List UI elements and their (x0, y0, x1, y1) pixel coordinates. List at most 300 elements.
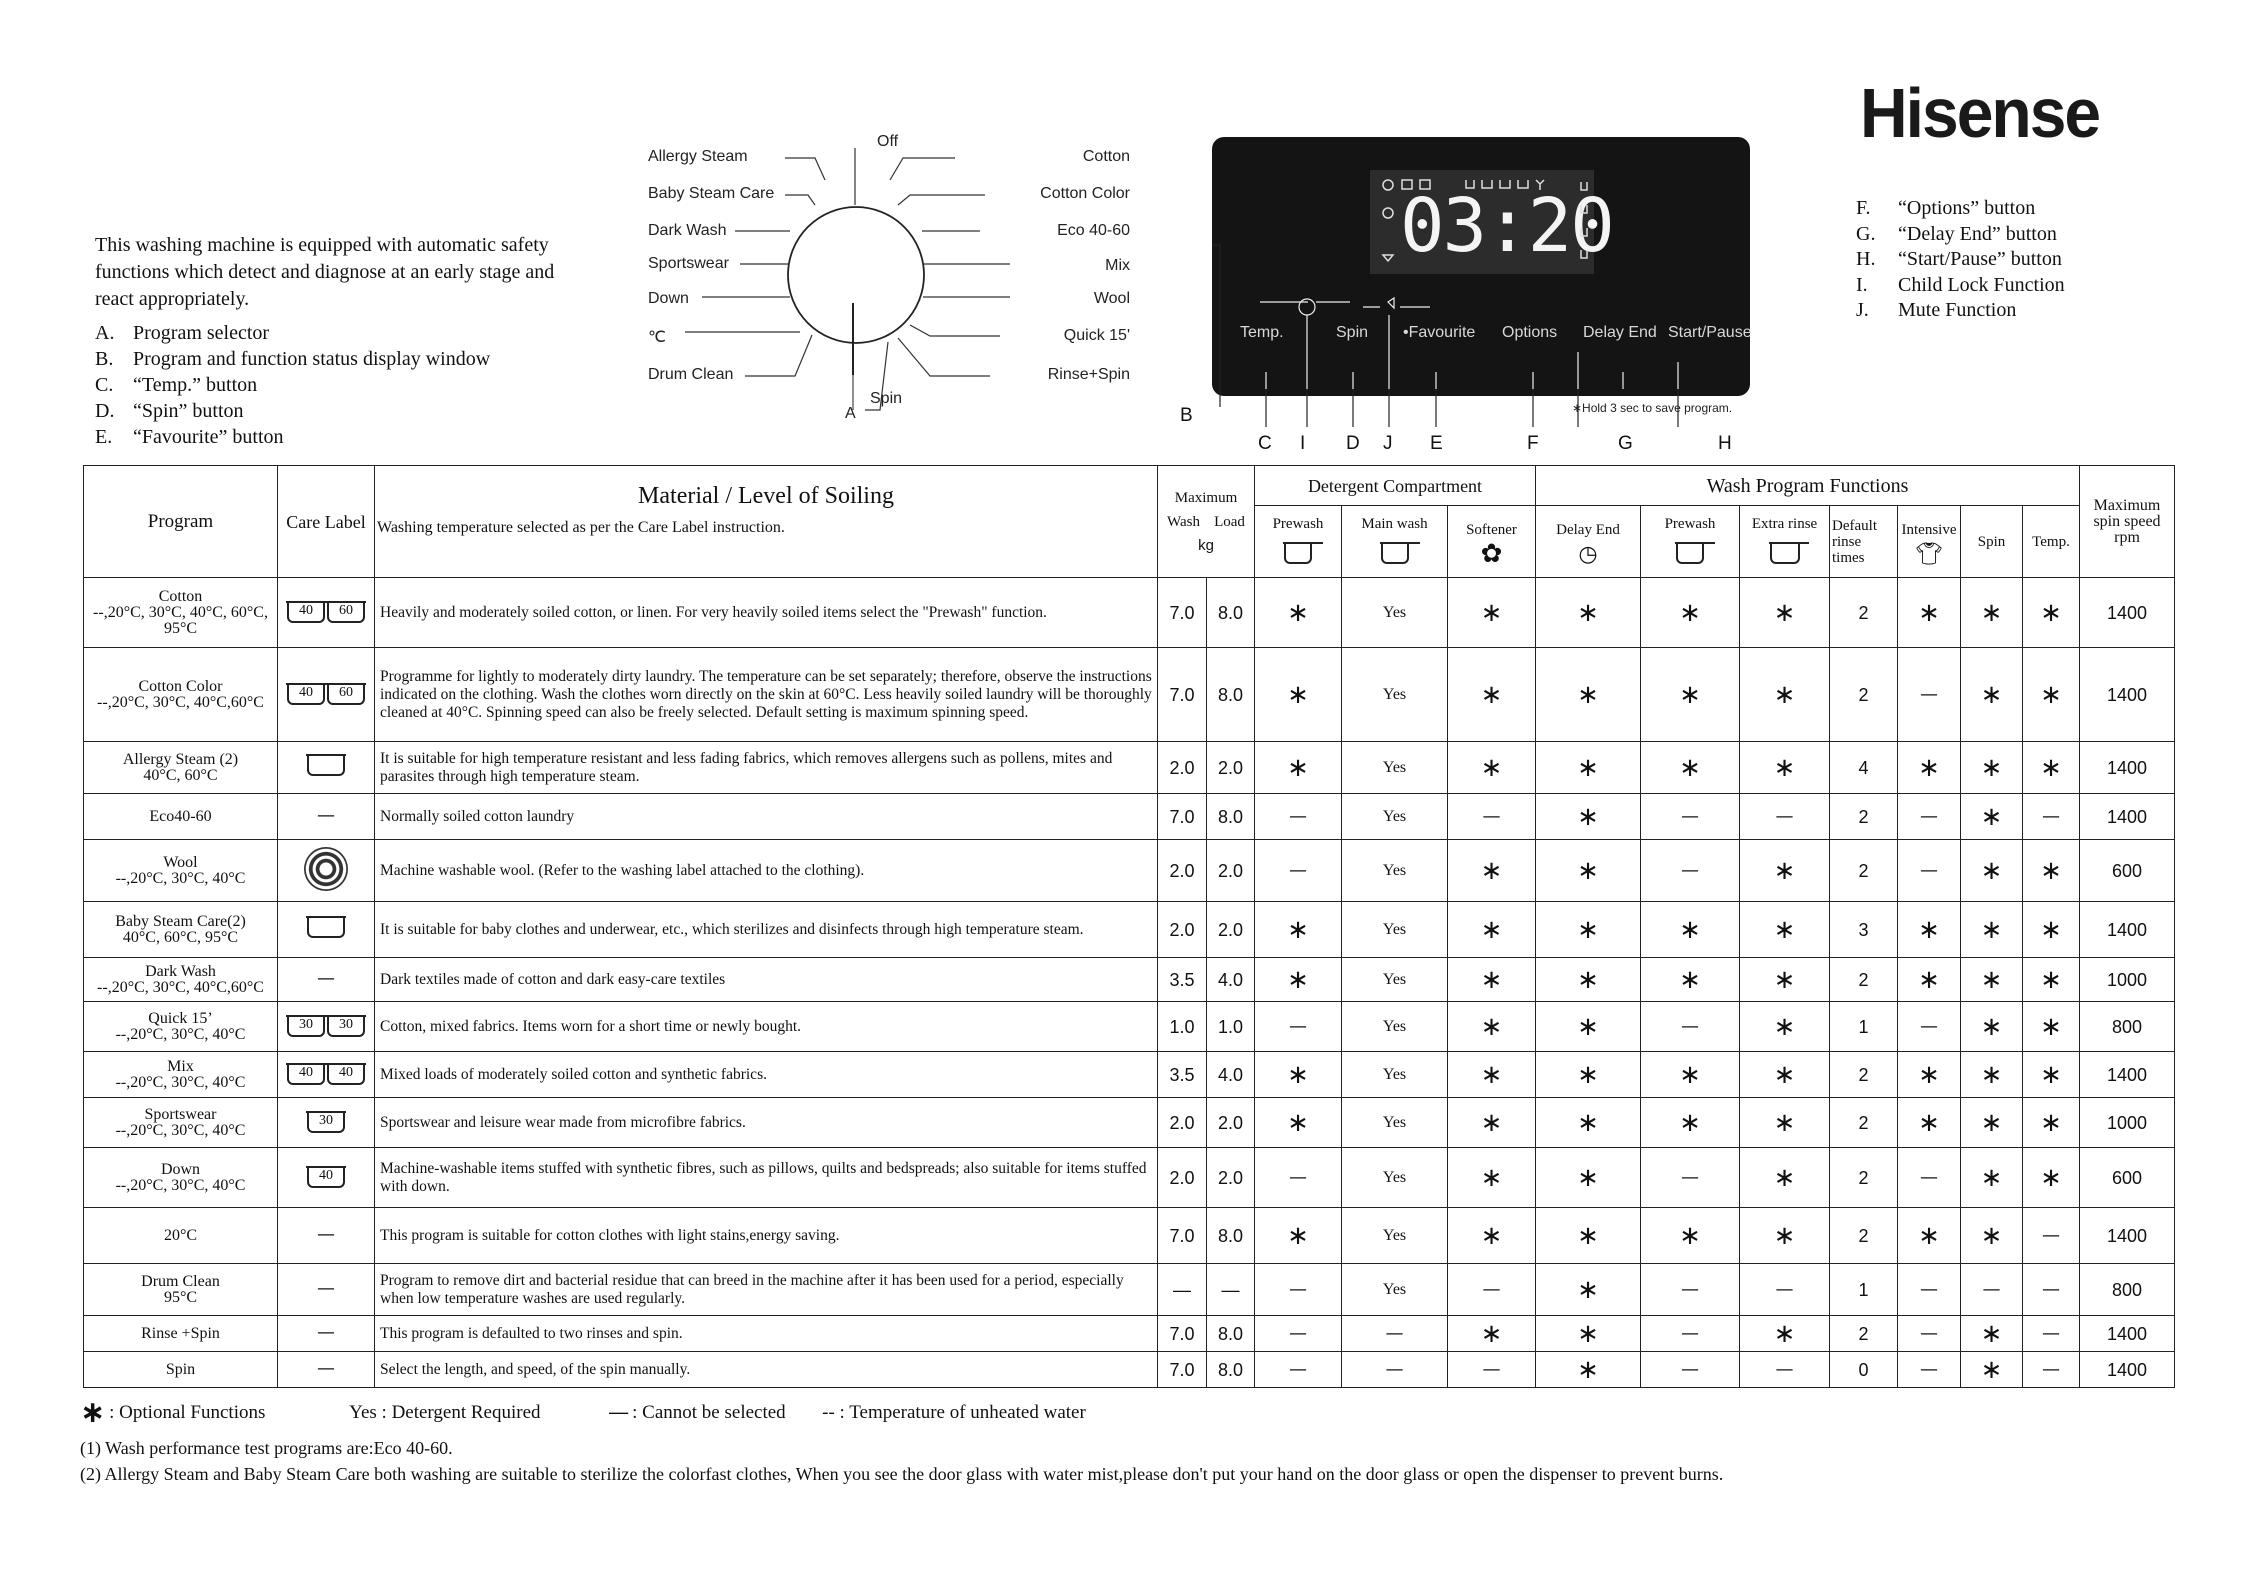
parts-list-left (95, 320, 490, 450)
col-extra-rinse: Extra rinse (1740, 506, 1830, 578)
wash-tub-icon: 30 (327, 1017, 365, 1037)
detergent-required: Yes (1342, 648, 1448, 742)
optional-star: ∗ (1641, 958, 1740, 1002)
not-selectable-dash: — (1342, 1352, 1448, 1388)
rinse-count: 1 (1830, 1264, 1898, 1316)
optional-star: ∗ (1641, 902, 1740, 958)
not-selectable-dash: — (2023, 1352, 2080, 1388)
parts-list-right (1856, 196, 2065, 324)
max-spin-value: 1000 (2080, 958, 2175, 1002)
panel-button[interactable]: Start/Pause (1668, 324, 1752, 341)
detergent-required: Yes (1342, 902, 1448, 958)
legend-unheated: -- : Temperature of unheated water (822, 1402, 1086, 1423)
program-name: Wool --,20°C, 30°C, 40°C (84, 840, 278, 902)
optional-star: ∗ (2023, 958, 2080, 1002)
not-selectable-dash: — (2023, 794, 2080, 840)
max-load-value: 8.0 (1207, 1208, 1255, 1264)
left-item: B. Program and function status display window (95, 348, 491, 370)
max-spin-value: 1400 (2080, 1316, 2175, 1352)
max-load-value: 7.0 (1158, 648, 1207, 742)
col-prewash-fn: Prewash (1641, 506, 1740, 578)
callout-letter: F (1527, 433, 1539, 454)
optional-star: ∗ (1255, 902, 1342, 958)
rinse-count: 2 (1830, 840, 1898, 902)
optional-star: ∗ (1641, 648, 1740, 742)
optional-star: ∗ (1536, 1052, 1641, 1098)
optional-star: ∗ (1255, 1098, 1342, 1148)
max-load-value: 4.0 (1207, 958, 1255, 1002)
material-text: Select the length, and speed, of the spin manually. (375, 1352, 1158, 1388)
optional-star: ∗ (1448, 1208, 1536, 1264)
detergent-required: Yes (1342, 578, 1448, 648)
not-selectable-dash: — (1255, 794, 1342, 840)
legend-yes: Yes : Detergent Required (349, 1402, 541, 1423)
material-text: Programme for lightly to moderately dirty laundry. The temperature can be set separately; therefore, observe the instructions indicated on the clothing. Wash the clothes worn directly on the skin at 60°C. Less heavily soiled laundry will be thoroughly cleaned at 40°C. Spinning speed can also be freely selected. Default setting is maximum spinning speed. (375, 648, 1158, 742)
not-selectable-dash: — (1740, 1264, 1830, 1316)
optional-star: ∗ (1961, 1208, 2023, 1264)
optional-star: ∗ (1536, 1208, 1641, 1264)
optional-star: ∗ (1961, 902, 2023, 958)
care-label (278, 742, 375, 794)
rinse-count: 2 (1830, 578, 1898, 648)
max-spin-value: 800 (2080, 1002, 2175, 1052)
table-row (84, 1316, 2175, 1352)
material-text: This program is defaulted to two rinses and spin. (375, 1316, 1158, 1352)
not-selectable-dash: — (2023, 1208, 2080, 1264)
optional-star: ∗ (2023, 902, 2080, 958)
optional-star: ∗ (1961, 1148, 2023, 1208)
optional-star: ∗ (1961, 648, 2023, 742)
optional-star: ∗ (1740, 1052, 1830, 1098)
program-name: Down --,20°C, 30°C, 40°C (84, 1148, 278, 1208)
detergent-required: Yes (1342, 1052, 1448, 1098)
optional-star: ∗ (2023, 1098, 2080, 1148)
optional-star: ∗ (1536, 1098, 1641, 1148)
max-load-value: 8.0 (1207, 578, 1255, 648)
optional-star: ∗ (1255, 958, 1342, 1002)
callout-letter: I (1300, 433, 1306, 454)
dial-program-label: Cotton Color (1040, 185, 1130, 202)
optional-star: ∗ (1536, 1352, 1641, 1388)
detergent-required: Yes (1342, 794, 1448, 840)
max-load-value: 2.0 (1158, 902, 1207, 958)
max-load-value: 3.5 (1158, 958, 1207, 1002)
material-text: Dark textiles made of cotton and dark easy-care textiles (375, 958, 1158, 1002)
max-spin-value: 1400 (2080, 1052, 2175, 1098)
optional-star: ∗ (1740, 1208, 1830, 1264)
optional-star: ∗ (1740, 840, 1830, 902)
not-selectable-dash: — (1961, 1264, 2023, 1316)
col-max-spin: Maximum spin speed rpm (2080, 466, 2175, 578)
max-load-value: 8.0 (1207, 1352, 1255, 1388)
panel-button[interactable]: Options (1502, 324, 1558, 341)
optional-star: ∗ (1961, 1352, 2023, 1388)
table-row (84, 578, 2175, 648)
max-load-value: 4.0 (1207, 1052, 1255, 1098)
optional-star: ∗ (2023, 840, 2080, 902)
optional-star: ∗ (1961, 742, 2023, 794)
optional-star: ∗ (1740, 742, 1830, 794)
panel-button[interactable]: Temp. (1240, 324, 1284, 341)
optional-star: ∗ (1255, 578, 1342, 648)
max-load-value: — (1158, 1264, 1207, 1316)
optional-star: ∗ (2023, 742, 2080, 794)
optional-star: ∗ (1536, 1316, 1641, 1352)
col-spin: Spin (1961, 506, 2023, 578)
max-load-l2: Wash (1167, 513, 1200, 530)
col-functions: Wash Program Functions (1536, 466, 2080, 506)
table-row (84, 1002, 2175, 1052)
program-name: Sportswear --,20°C, 30°C, 40°C (84, 1098, 278, 1148)
rinse-count: 2 (1830, 958, 1898, 1002)
care-label (278, 648, 375, 742)
care-label (278, 1002, 375, 1052)
not-selectable-dash: — (1448, 1352, 1536, 1388)
col-default-rinse: Default rinse times (1830, 506, 1898, 578)
not-selectable-dash: — (1641, 1002, 1740, 1052)
detergent-required: Yes (1342, 958, 1448, 1002)
table-row (84, 794, 2175, 840)
optional-star: ∗ (1961, 1002, 2023, 1052)
optional-star: ∗ (2023, 1052, 2080, 1098)
detergent-required: Yes (1342, 1264, 1448, 1316)
optional-star: ∗ (1536, 578, 1641, 648)
not-selectable-dash: — (1898, 1264, 1961, 1316)
not-selectable-dash: — (1740, 1352, 1830, 1388)
col-care-label: Care Label (278, 466, 375, 578)
table-row (84, 1098, 2175, 1148)
not-selectable-dash: — (1641, 840, 1740, 902)
optional-star: ∗ (1536, 648, 1641, 742)
max-spin-value: 1400 (2080, 794, 2175, 840)
optional-star: ∗ (1448, 1002, 1536, 1052)
material-text: Heavily and moderately soiled cotton, or linen. For very heavily soiled items select the "Prewash" function. (375, 578, 1158, 648)
not-selectable-dash: — (1740, 794, 1830, 840)
left-item: D. “Spin” button (95, 400, 244, 422)
dial-program-label: Allergy Steam (648, 148, 748, 165)
rinse-count: 3 (1830, 902, 1898, 958)
material-text: Machine washable wool. (Refer to the washing label attached to the clothing). (375, 840, 1158, 902)
program-name: Spin (84, 1352, 278, 1388)
wash-tub-icon: 60 (327, 685, 365, 705)
max-load-value: 2.0 (1158, 742, 1207, 794)
optional-star: ∗ (1255, 1052, 1342, 1098)
not-selectable-dash: — (1898, 1002, 1961, 1052)
rinse-count: 2 (1830, 794, 1898, 840)
wash-tub-icon: 40 (287, 1065, 325, 1085)
care-label: — (278, 794, 375, 840)
panel-callout-lines (1170, 137, 1750, 467)
col-intensive: Intensive 👕︎ (1898, 506, 1961, 578)
optional-star: ∗ (1961, 1098, 2023, 1148)
not-selectable-dash: — (1641, 1352, 1740, 1388)
optional-star: ∗ (1961, 794, 2023, 840)
clock-icon: ◷ (1578, 540, 1598, 566)
callout-letter: C (1258, 433, 1272, 454)
not-selectable-dash: — (1898, 1352, 1961, 1388)
rinse-count: 1 (1830, 1002, 1898, 1052)
optional-star: ∗ (1448, 742, 1536, 794)
hold-note: ∗Hold 3 sec to save program. (1572, 401, 1733, 415)
optional-star: ∗ (1740, 958, 1830, 1002)
not-selectable-dash: — (1898, 648, 1961, 742)
optional-star: ∗ (1641, 742, 1740, 794)
not-selectable-dash: — (1342, 1316, 1448, 1352)
program-name: Mix --,20°C, 30°C, 40°C (84, 1052, 278, 1098)
table-row (84, 902, 2175, 958)
dial-program-label: Wool (1093, 290, 1130, 307)
col-main-wash: Main wash (1342, 506, 1448, 578)
optional-star: ∗ (1536, 794, 1641, 840)
not-selectable-dash: — (1641, 1148, 1740, 1208)
program-name: Allergy Steam (2) 40°C, 60°C (84, 742, 278, 794)
program-name: Eco40-60 (84, 794, 278, 840)
softener-flower-icon: ✿ (1480, 538, 1503, 568)
max-load-l1: Maximum (1174, 489, 1238, 506)
optional-star: ∗ (1536, 958, 1641, 1002)
program-dial-diagram (640, 125, 1200, 435)
material-text: It is suitable for high temperature resistant and less fading fabrics, which removes allergens such as pollens, mites and parasites through high temperature steam. (375, 742, 1158, 794)
rinse-count: 4 (1830, 742, 1898, 794)
wool-icon (304, 847, 348, 891)
right-item: H. “Start/Pause” button (1856, 248, 2062, 270)
dial-program-label: Quick 15' (1063, 327, 1130, 344)
right-item: J. Mute Function (1856, 299, 2017, 321)
optional-star: ∗ (1740, 1002, 1830, 1052)
optional-star: ∗ (1740, 1098, 1830, 1148)
legend-cannot: : Cannot be selected (632, 1402, 786, 1423)
table-row (84, 648, 2175, 742)
optional-star: ∗ (1448, 958, 1536, 1002)
optional-star: ∗ (1961, 578, 2023, 648)
dial-program-label: Baby Steam Care (648, 185, 775, 202)
material-text: Machine-washable items stuffed with synthetic fibres, such as pillows, quilts and bedspreads; also suitable for items stuffed with down. (375, 1148, 1158, 1208)
optional-star: ∗ (1641, 1208, 1740, 1264)
not-selectable-dash: — (1255, 1352, 1342, 1388)
wash-tub-icon: 40 (327, 1065, 365, 1085)
detergent-required: Yes (1342, 840, 1448, 902)
optional-star: ∗ (1448, 902, 1536, 958)
material-text: Sportswear and leisure wear made from microfibre fabrics. (375, 1098, 1158, 1148)
max-load-unit: kg (1198, 536, 1214, 554)
legend-optional: : Optional Functions (109, 1402, 266, 1423)
note-1: (1) Wash performance test programs are:Eco 40-60. (80, 1438, 453, 1458)
max-load-value: 7.0 (1158, 1208, 1207, 1264)
optional-star: ∗ (2023, 578, 2080, 648)
optional-star: ∗ (1740, 578, 1830, 648)
dial-program-label: Sportswear (648, 255, 729, 272)
not-selectable-dash: — (1898, 794, 1961, 840)
optional-star: ∗ (1898, 902, 1961, 958)
dial-label: Off (877, 133, 899, 150)
material-text: This program is suitable for cotton clothes with light stains,energy saving. (375, 1208, 1158, 1264)
dial-label: Spin (870, 390, 903, 407)
max-load-value: 2.0 (1158, 1148, 1207, 1208)
not-selectable-dash: — (1898, 840, 1961, 902)
table-row (84, 1052, 2175, 1098)
max-load-l3: Load (1214, 513, 1245, 530)
care-label (278, 578, 375, 648)
optional-star: ∗ (1961, 1316, 2023, 1352)
optional-star: ∗ (1961, 1052, 2023, 1098)
care-label (278, 902, 375, 958)
optional-star: ∗ (1961, 840, 2023, 902)
wash-tub-icon (307, 918, 345, 938)
optional-star-icon: ∗ (80, 1395, 106, 1430)
dial-program-label: ℃ (648, 329, 666, 346)
table-row (84, 1148, 2175, 1208)
dial-program-label: Cotton (1082, 148, 1130, 165)
max-load-value: 1.0 (1158, 1002, 1207, 1052)
material-subtitle: Washing temperature selected as per the Care Label instruction. (377, 519, 785, 536)
optional-star: ∗ (2023, 1148, 2080, 1208)
program-name: Cotton --,20°C, 30°C, 40°C, 60°C, 95°C (84, 578, 278, 648)
table-row (84, 1208, 2175, 1264)
wash-tub-icon (307, 756, 345, 776)
detergent-required: Yes (1342, 1098, 1448, 1148)
dial-program-label: Mix (1105, 257, 1130, 274)
wash-tub-icon: 40 (287, 603, 325, 623)
max-spin-value: 1400 (2080, 1208, 2175, 1264)
right-item: G. “Delay End” button (1856, 222, 2057, 245)
max-spin-value: 1400 (2080, 578, 2175, 648)
callout-letter: J (1383, 433, 1393, 454)
care-label: — (278, 1208, 375, 1264)
material-text: Program to remove dirt and bacterial residue that can breed in the machine after it has been used for a period, especially when low temperature washes are used regularly. (375, 1264, 1158, 1316)
care-label: — (278, 1264, 375, 1316)
rinse-count: 2 (1830, 1208, 1898, 1264)
max-spin-value: 1400 (2080, 742, 2175, 794)
care-label: — (278, 1316, 375, 1352)
rinse-count: 2 (1830, 1052, 1898, 1098)
callout-letter: H (1718, 433, 1732, 454)
optional-star: ∗ (1255, 648, 1342, 742)
callout-letter: G (1618, 433, 1633, 454)
dial-program-label: Down (648, 290, 689, 307)
optional-star: ∗ (1740, 1148, 1830, 1208)
note-2: (2) Allergy Steam and Baby Steam Care both washing are suitable to sterilize the colorfast clothes, When you see the door glass with water mist,please don't put your hand on the door glass or open the dispenser to prevent burns. (80, 1464, 1724, 1484)
detergent-required: Yes (1342, 1208, 1448, 1264)
not-selectable-dash: — (1255, 1264, 1342, 1316)
col-detergent: Detergent Compartment (1255, 466, 1536, 506)
hisense-logo: Hisense (1860, 74, 2100, 152)
optional-star: ∗ (1448, 1098, 1536, 1148)
detergent-required: Yes (1342, 1002, 1448, 1052)
program-name: Rinse +Spin (84, 1316, 278, 1352)
callout-letter: E (1430, 433, 1443, 454)
rinse-count: 0 (1830, 1352, 1898, 1388)
table-row (84, 1264, 2175, 1316)
optional-star: ∗ (1448, 1148, 1536, 1208)
max-load-value: 2.0 (1158, 840, 1207, 902)
program-name: Quick 15’ --,20°C, 30°C, 40°C (84, 1002, 278, 1052)
dial-program-label: Eco 40-60 (1057, 222, 1130, 239)
not-selectable-dash: — (1255, 1148, 1342, 1208)
max-load-value: 2.0 (1207, 742, 1255, 794)
table-row (84, 840, 2175, 902)
dial-program-label: Dark Wash (648, 222, 727, 239)
program-name: Drum Clean 95°C (84, 1264, 278, 1316)
max-load-value: 2.0 (1207, 902, 1255, 958)
max-spin-value: 600 (2080, 840, 2175, 902)
material-text: It is suitable for baby clothes and underwear, etc., which sterilizes and disinfects through high temperature steam. (375, 902, 1158, 958)
care-label: — (278, 958, 375, 1002)
not-selectable-dash: — (1641, 1264, 1740, 1316)
optional-star: ∗ (1448, 840, 1536, 902)
optional-star: ∗ (2023, 1002, 2080, 1052)
optional-star: ∗ (1641, 1098, 1740, 1148)
max-spin-value: 800 (2080, 1264, 2175, 1316)
optional-star: ∗ (1898, 1098, 1961, 1148)
optional-star: ∗ (1255, 1208, 1342, 1264)
optional-star: ∗ (1740, 1316, 1830, 1352)
col-delay-end: Delay End ◷ (1536, 506, 1641, 578)
dial-label: A (845, 405, 856, 422)
care-label (278, 1148, 375, 1208)
not-selectable-dash: — (2023, 1264, 2080, 1316)
not-selectable-dash: — (1898, 1148, 1961, 1208)
max-load-value: 7.0 (1158, 794, 1207, 840)
program-name: Cotton Color --,20°C, 30°C, 40°C,60°C (84, 648, 278, 742)
max-load-value: — (1207, 1264, 1255, 1316)
not-selectable-dash: — (1255, 1316, 1342, 1352)
col-max-load (1158, 466, 1255, 578)
max-load-value: 8.0 (1207, 794, 1255, 840)
optional-star: ∗ (1448, 1316, 1536, 1352)
max-load-value: 8.0 (1207, 648, 1255, 742)
max-load-value: 2.0 (1207, 1148, 1255, 1208)
not-selectable-dash: — (1448, 1264, 1536, 1316)
panel-button[interactable]: •Favourite (1403, 324, 1476, 341)
optional-star: ∗ (1898, 1052, 1961, 1098)
detergent-required: Yes (1342, 1148, 1448, 1208)
col-program: Program (84, 466, 278, 578)
max-load-value: 3.5 (1158, 1052, 1207, 1098)
rinse-count: 2 (1830, 1098, 1898, 1148)
shirt-icon: 👕︎ (1915, 540, 1943, 566)
max-spin-value: 1400 (2080, 648, 2175, 742)
panel-button[interactable]: Spin (1336, 324, 1369, 341)
optional-star: ∗ (2023, 648, 2080, 742)
optional-star: ∗ (1740, 902, 1830, 958)
not-selectable-dash: — (1255, 1002, 1342, 1052)
care-label (278, 1052, 375, 1098)
max-spin-value: 600 (2080, 1148, 2175, 1208)
time-display: 03:20 (1400, 183, 1613, 269)
care-label: — (278, 1352, 375, 1388)
max-load-value: 7.0 (1158, 578, 1207, 648)
col-material (375, 466, 1158, 578)
optional-star: ∗ (1536, 742, 1641, 794)
wash-tub-icon: 40 (287, 685, 325, 705)
wash-tub-icon: 60 (327, 603, 365, 623)
col-temp: Temp. (2023, 506, 2080, 578)
wash-tub-icon: 40 (307, 1168, 345, 1188)
left-item: A. Program selector (95, 322, 270, 344)
not-selectable-dash: — (2023, 1316, 2080, 1352)
max-load-value: 7.0 (1158, 1352, 1207, 1388)
rinse-count: 2 (1830, 1148, 1898, 1208)
table-row (84, 742, 2175, 794)
wash-tub-icon: 30 (307, 1113, 345, 1133)
program-name: 20°C (84, 1208, 278, 1264)
panel-button[interactable]: Delay End (1583, 324, 1657, 341)
optional-star: ∗ (1255, 742, 1342, 794)
right-item: F. “Options” button (1856, 197, 2036, 219)
optional-star: ∗ (1448, 578, 1536, 648)
max-load-value: 2.0 (1158, 1098, 1207, 1148)
max-load-value: 1.0 (1207, 1002, 1255, 1052)
